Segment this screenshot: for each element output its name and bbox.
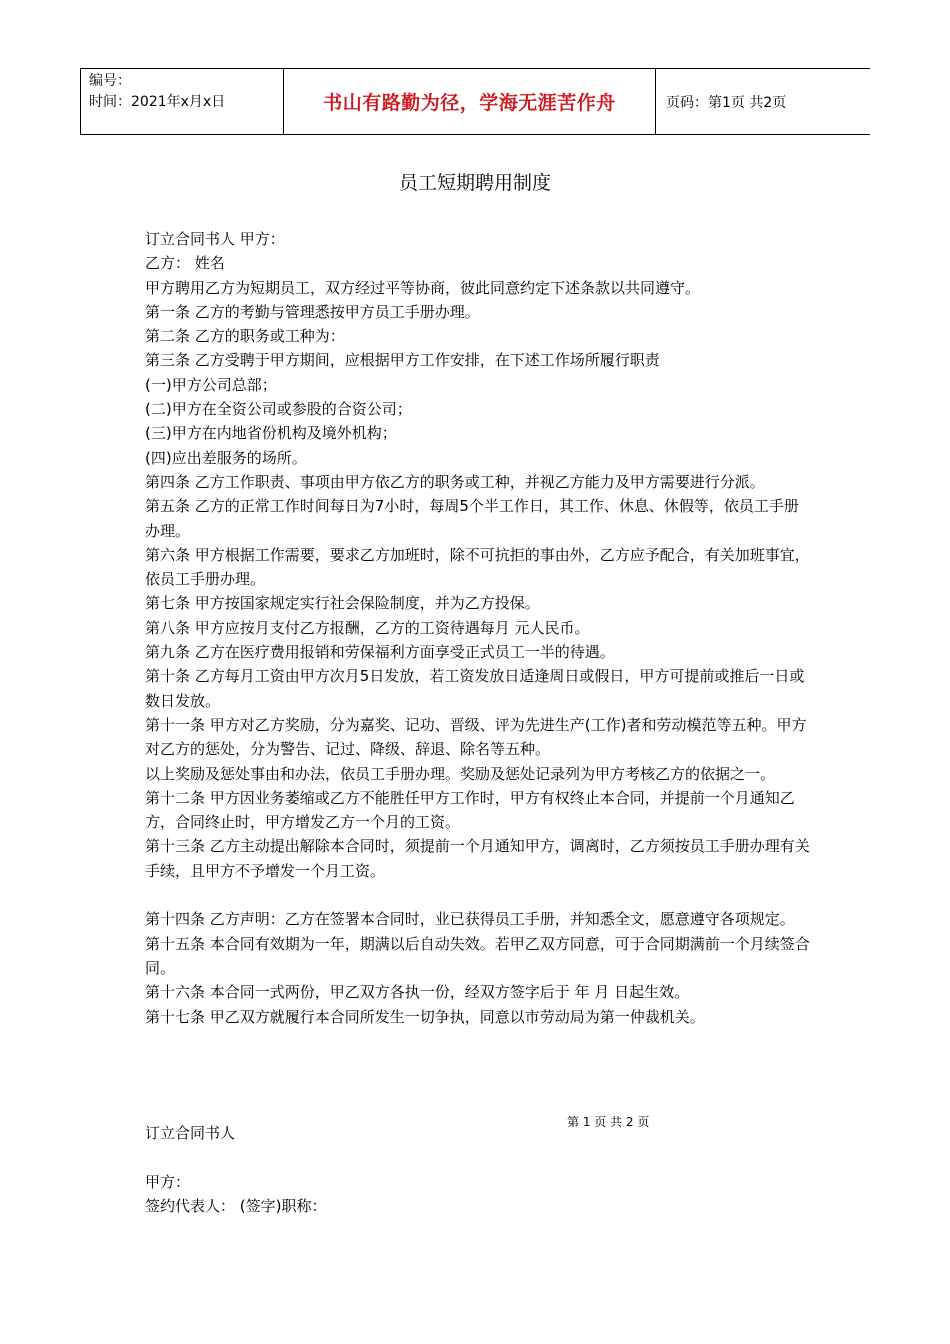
paragraph: 以上奖励及惩处事由和办法，依员工手册办理。奖励及惩处记录列为甲方考核乙方的依据之一。 [145, 764, 776, 783]
paragraph: 第十六条 本合同一式两份，甲乙双方各执一份，经双方签字后于 年 月 日起生效。 [145, 983, 690, 1002]
paragraph: 第十四条 乙方声明：乙方在签署本合同时，业已获得员工手册，并知悉全文，愿意遵守各项规定。 [145, 910, 795, 929]
paragraph: 乙方： 姓名 [145, 254, 225, 273]
document-header [80, 68, 870, 135]
header-motto-cell [284, 69, 656, 134]
paragraph: 第十七条 甲乙双方就履行本合同所发生一切争执，同意以市劳动局为第一仲裁机关。 [145, 1007, 705, 1026]
document-body [145, 227, 810, 1029]
paragraph: 第五条 乙方的正常工作时间每日为7小时，每周5个半工作日，其工作、休息、休假等，依员工手册办理。 [145, 497, 799, 540]
paragraph: 第八条 甲方应按月支付乙方报酬，乙方的工资待遇每月 元人民币。 [145, 618, 590, 637]
number-label: 编号： [89, 73, 131, 89]
date-text: 时间：2021年x月x日 [89, 94, 226, 110]
paragraph: (一)甲方公司总部； [145, 375, 277, 394]
paragraph: 第九条 乙方在医疗费用报销和劳保福利方面享受正式员工一半的待遇。 [145, 643, 615, 662]
paragraph: 第一条 乙方的考勤与管理悉按甲方员工手册办理。 [145, 302, 480, 321]
paragraph-gap [145, 1145, 326, 1169]
paragraph: 第六条 甲方根据工作需要，要求乙方加班时，除不可抗拒的事由外，乙方应予配合，有关加班事宜，依员工手册办理。 [145, 545, 810, 589]
paragraph: 第十条 乙方每月工资由甲方次月5日发放，若工资发放日适逢周日或假日，甲方可提前或推后一日或数日发放。 [145, 667, 805, 710]
paragraph: 第二条 乙方的职务或工种为： [145, 327, 345, 346]
paragraph: 甲方聘用乙方为短期员工，双方经过平等协商，彼此同意约定下述条款以共同遵守。 [145, 278, 701, 297]
paragraph: 第十三条 乙方主动提出解除本合同时，须提前一个月通知甲方，调离时，乙方须按员工手册办理有关手续，且甲方不予增发一个月工资。 [145, 837, 810, 880]
paragraph: 订立合同书人 甲方： [145, 230, 285, 248]
page-code: 页码：第1页 共2页 [666, 94, 787, 111]
paragraph: 第三条 乙方受聘于甲方期间，应根据甲方工作安排，在下述工作场所履行职责 [145, 351, 660, 370]
party-a-label: 甲方： [145, 1172, 191, 1191]
header-page-cell [656, 69, 870, 134]
paragraph: 第十二条 甲方因业务萎缩或乙方不能胜任甲方工作时，甲方有权终止本合同，并提前一个月通知乙方，合同终止时，甲方增发乙方一个月的工资。 [145, 788, 795, 832]
signatory-line: 签约代表人： (签字)职称： [145, 1196, 327, 1215]
signature-block [145, 1121, 326, 1218]
header-info-cell [81, 69, 284, 134]
page-title: 员工短期聘用制度 [398, 172, 551, 194]
paragraph: 第七条 甲方按国家规定实行社会保险制度，并为乙方投保。 [145, 594, 540, 613]
page-footer: 第 1 页 共 2 页 [567, 1115, 650, 1129]
paragraph: (三)甲方在内地省份机构及境外机构； [145, 424, 397, 443]
paragraph: (四)应出差服务的场所。 [145, 448, 307, 467]
paragraph: 第十五条 本合同有效期为一年，期满以后自动失效。若甲乙双方同意，可于合同期满前一个月续签合同。 [145, 934, 810, 977]
motto-text: 书山有路勤为径，学海无涯苦作舟 [323, 92, 616, 114]
paragraph: 第四条 乙方工作职责、事项由甲方依乙方的职务或工种，并视乙方能力及甲方需要进行分派。 [145, 472, 765, 491]
paragraph: (二)甲方在全资公司或参股的合资公司； [145, 400, 412, 419]
paragraph: 第十一条 甲方对乙方奖励，分为嘉奖、记功、晋级、评为先进生产(工作)者和劳动模范等五种。甲方对乙方的惩处，分为警告、记过、降级、辞退、除名等五种。 [145, 715, 807, 759]
paragraph-gap [145, 883, 810, 907]
signature-heading: 订立合同书人 [145, 1124, 236, 1142]
